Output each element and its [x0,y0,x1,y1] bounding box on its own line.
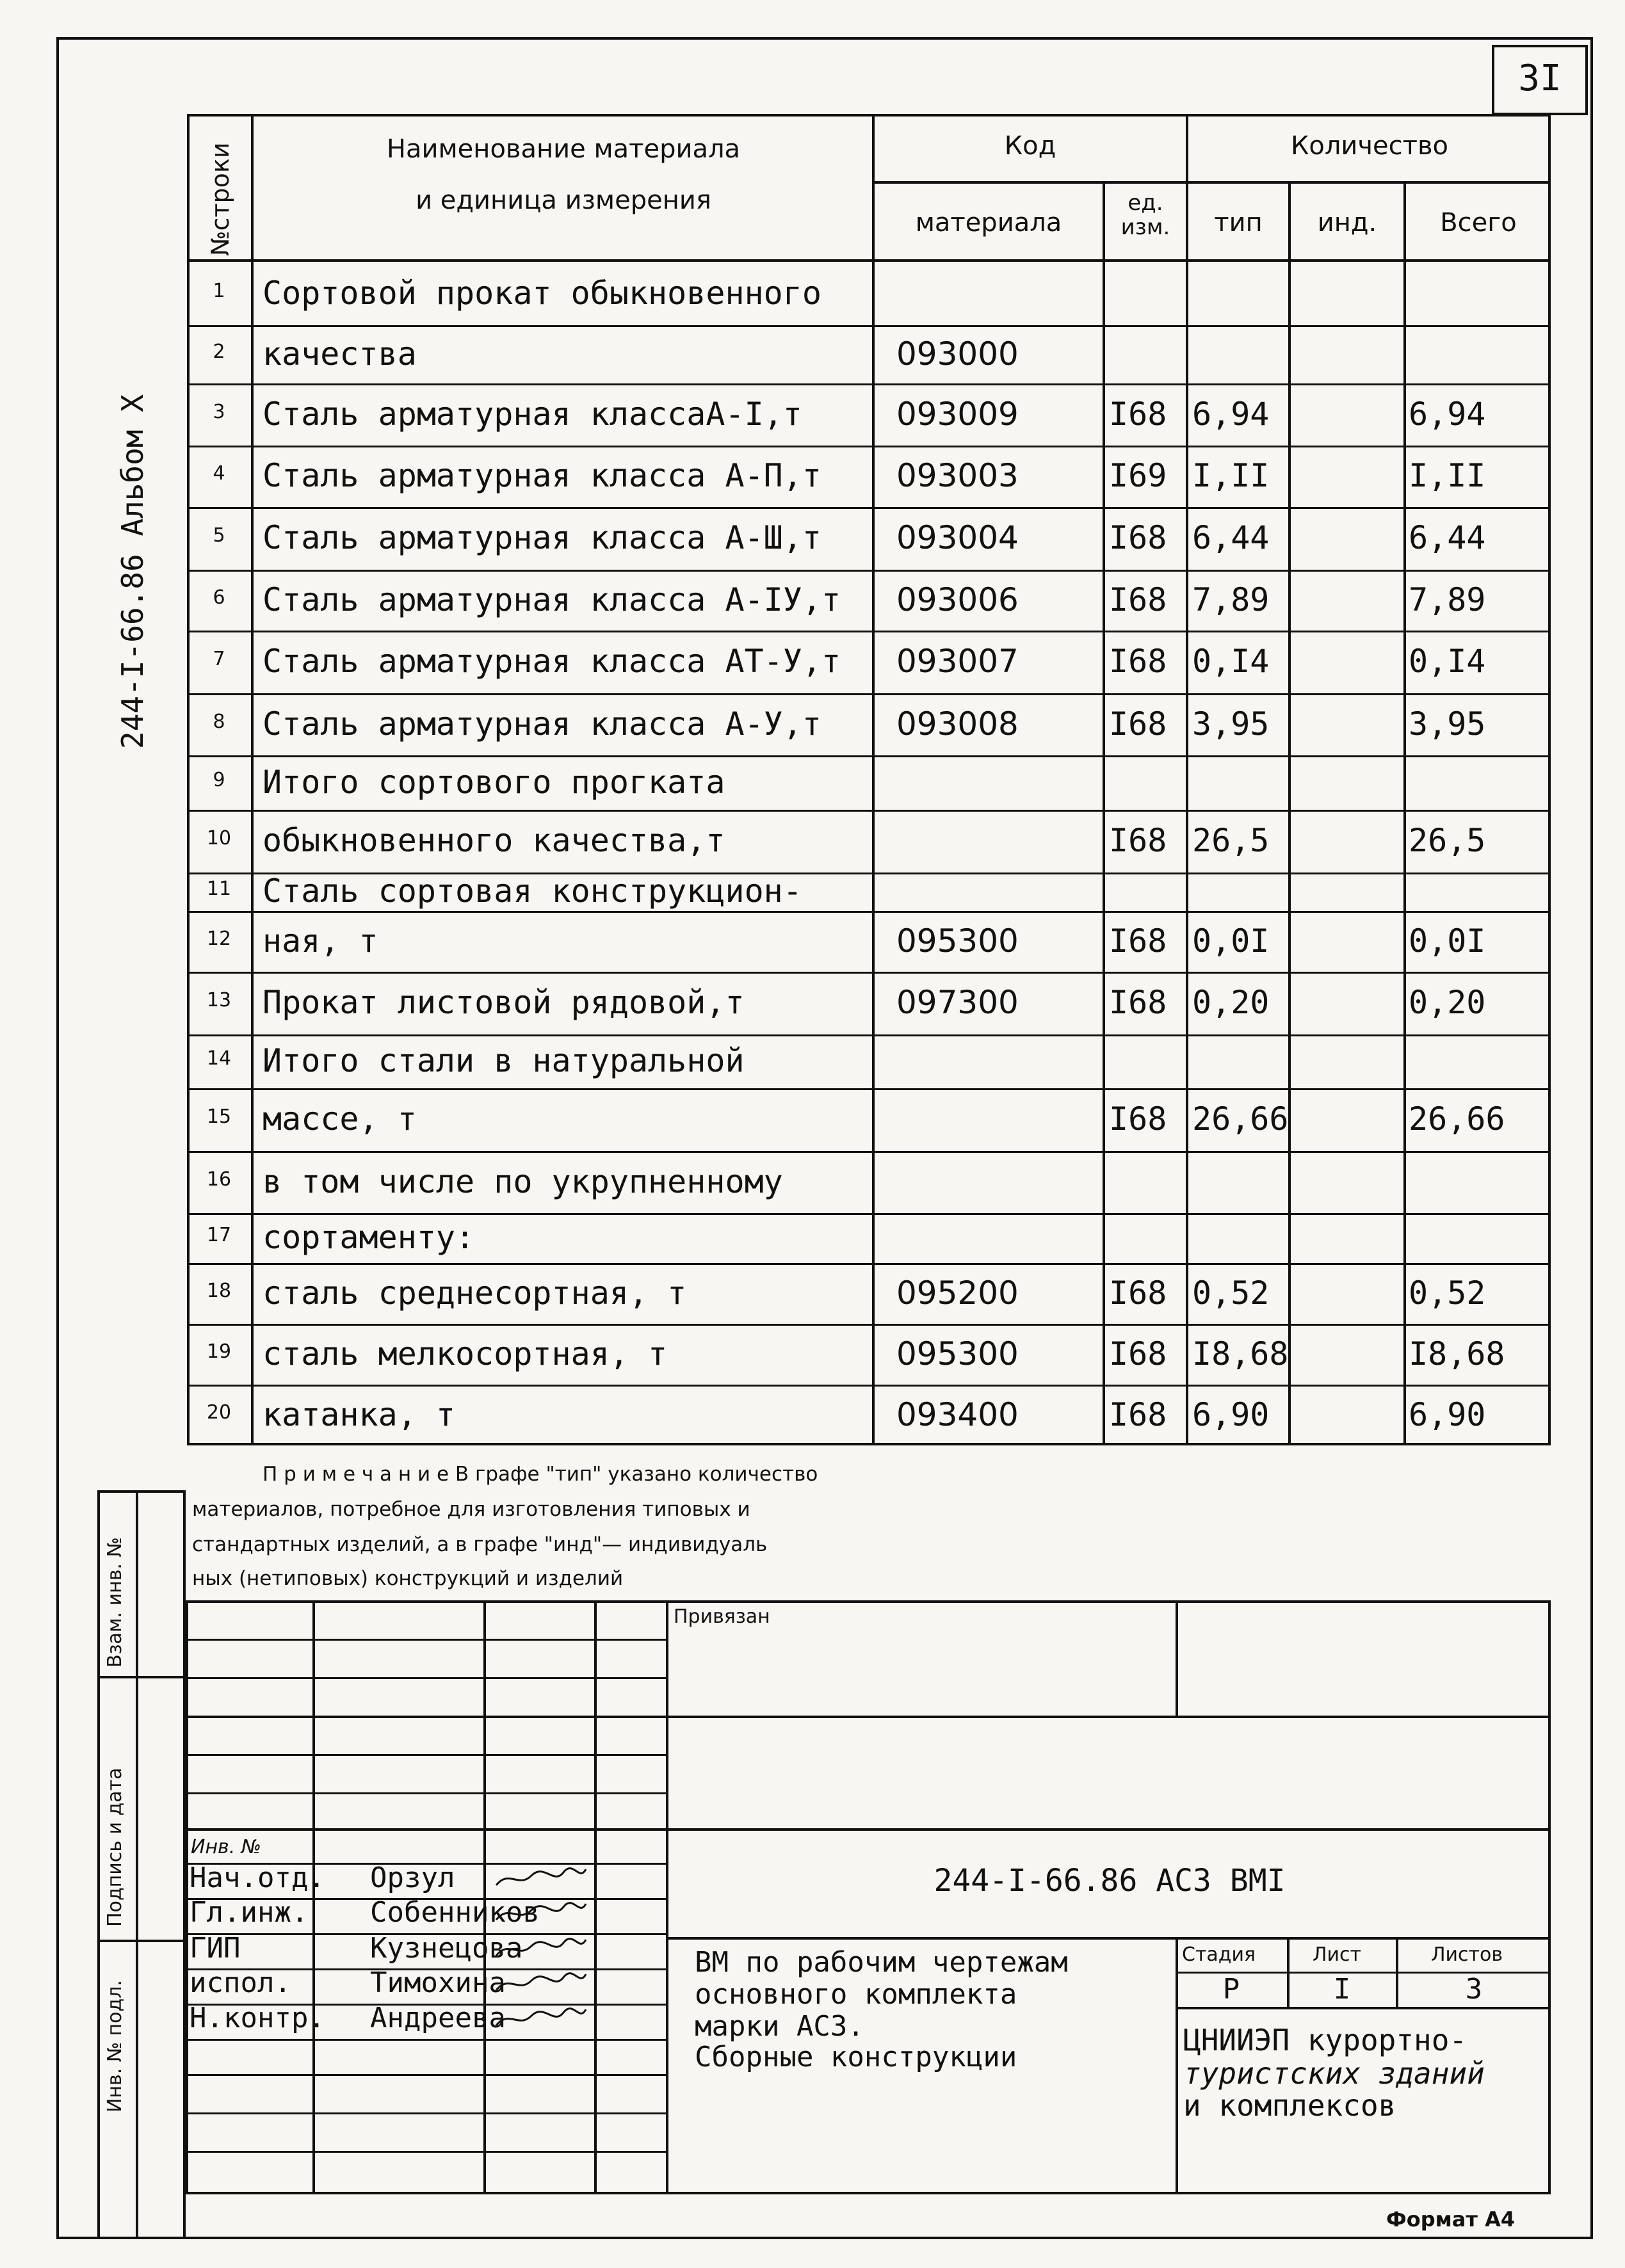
row-unit-code: I68 [1109,922,1167,960]
row-number: 9 [213,768,225,791]
row-number: 2 [213,340,225,363]
privyazan-label: Привязан [674,1605,770,1628]
row-unit-code: I68 [1109,395,1167,433]
header-row-number: №строки [206,142,234,256]
row-qty-total: 7,89 [1409,581,1486,618]
row-qty-total: 0,I4 [1409,643,1486,680]
row-material-code: 093004 [896,519,1019,556]
page-number: 3I [1518,58,1562,99]
row-number: 5 [213,524,225,547]
row-material-name: Прокат листовой рядовой,т [263,984,745,1021]
row-qty-type: 6,44 [1192,519,1270,556]
row-divider [187,1263,1551,1265]
row-qty-total: 26,66 [1409,1100,1505,1138]
sheet-value: I [1333,1973,1351,2006]
album-label: 244-I-66.86 Альбом X [115,394,150,749]
row-unit-code: I68 [1109,1335,1167,1372]
row-number: 8 [213,710,225,733]
signature-role: ГИП [190,1932,241,1965]
row-number: 15 [206,1106,232,1128]
row-unit-code: I69 [1109,457,1167,494]
row-divider [187,693,1551,695]
header-qty-ind: инд. [1317,208,1377,237]
row-qty-type: 0,20 [1192,984,1270,1021]
row-divider [187,755,1551,757]
row-qty-total: 6,44 [1409,519,1486,556]
row-number: 20 [206,1401,232,1424]
row-material-name: Сталь арматурная класса А-У,т [263,705,821,743]
row-material-name: обыкновенного качества,т [263,822,725,859]
row-number: 11 [206,878,232,900]
signature-name: Андреева [370,2002,506,2034]
signature-name: Собенников [370,1896,540,1929]
signature-name: Орзул [370,1862,455,1894]
row-material-code: 093007 [896,643,1019,680]
header-qty-type: тип [1214,208,1263,237]
row-divider [187,1213,1551,1215]
row-qty-total: 0,0I [1409,922,1486,960]
row-divider [187,507,1551,509]
doc-title-line3: марки АС3. [695,2010,864,2043]
stage-label: Стадия [1182,1943,1256,1966]
row-qty-type: 6,94 [1192,395,1270,433]
handwritten-signature [493,2003,589,2035]
row-unit-code: I68 [1109,705,1167,743]
row-material-code: 093000 [896,335,1019,373]
handwritten-signature [493,1968,589,2000]
row-material-code: 095200 [896,1274,1019,1312]
row-material-name: Сталь арматурная класса А-П,т [263,457,821,494]
row-unit-code: I68 [1109,519,1167,556]
row-material-code: 093003 [896,457,1019,494]
header-qty-total: Всего [1440,208,1517,237]
handwritten-signature [493,1897,589,1929]
note-line2: материалов, потребное для изготовления типовых и [192,1498,750,1521]
sheets-label: Листов [1431,1943,1503,1966]
header-name-line1: Наименование материала [386,134,741,164]
row-material-name: Сталь арматурная классаА-I,т [263,395,802,433]
row-material-code: 095300 [896,922,1019,960]
row-divider [187,325,1551,327]
row-material-name: Сталь арматурная класса А-Ш,т [263,519,821,556]
row-material-name: Сталь арматурная класса АТ-У,т [263,643,841,680]
row-number: 17 [206,1224,232,1246]
row-divider [187,911,1551,913]
row-material-name: Сталь сортовая конструкцион- [263,873,802,910]
org-line3: и комплексов [1183,2088,1396,2123]
sheet-label: Лист [1313,1943,1362,1966]
row-material-name: сталь мелкосортная, т [263,1335,668,1372]
row-unit-code: I68 [1109,1274,1167,1312]
signature-role: Нач.отд. [190,1862,325,1894]
header-code-unit: ед. изм. [1120,190,1170,240]
row-unit-code: I68 [1109,984,1167,1021]
row-number: 6 [213,586,225,609]
header-code-material: материала [915,208,1062,237]
row-qty-total: 0,20 [1409,984,1486,1021]
row-qty-total: 26,5 [1409,822,1486,859]
row-qty-type: 0,I4 [1192,643,1270,680]
row-divider [187,972,1551,974]
row-number: 1 [213,279,225,302]
row-material-name: катанка, т [263,1395,456,1433]
note-line3: стандартных изделий, а в графе "инд"— индивидуаль [192,1533,768,1556]
row-number: 10 [206,827,232,849]
row-qty-type: 7,89 [1192,581,1270,618]
row-number: 3 [213,400,225,423]
row-divider [187,383,1551,385]
inv-podl-label: Инв. № подл. [104,1980,126,2112]
org-line2: туристских зданий [1183,2056,1485,2091]
row-qty-type: I,II [1192,457,1270,494]
row-qty-type: 3,95 [1192,705,1270,743]
row-qty-total: I8,68 [1409,1335,1505,1372]
format-label: Формат А4 [1386,2207,1516,2232]
stage-value: Р [1222,1973,1240,2006]
row-material-code: 093008 [896,705,1019,743]
header-code: Код [1004,131,1056,161]
header-quantity: Количество [1290,131,1448,161]
row-divider [187,570,1551,572]
row-unit-code: I68 [1109,581,1167,618]
signature-name: Кузнецова [370,1932,523,1965]
sheets-value: 3 [1465,1973,1483,2006]
row-qty-type: I8,68 [1192,1335,1289,1372]
row-divider [187,631,1551,632]
row-material-code: 093009 [896,395,1019,433]
podpis-data-label: Подпись и дата [104,1767,126,1927]
row-material-name: Итого сортового прогката [263,763,725,801]
row-number: 19 [206,1340,232,1363]
row-unit-code: I68 [1109,1100,1167,1138]
doc-title-line1: ВМ по рабочим чертежам [695,1946,1068,1979]
row-divider [187,446,1551,447]
row-material-name: массе, т [263,1100,417,1138]
row-number: 12 [206,927,232,950]
signature-role: Гл.инж. [190,1896,309,1929]
row-qty-total: 6,90 [1409,1395,1486,1433]
row-unit-code: I68 [1109,1395,1167,1433]
row-qty-total: 6,94 [1409,395,1486,433]
row-number: 4 [213,462,225,485]
row-material-name: в том числе по укрупненному [263,1162,783,1200]
row-material-name: Итого стали в натуральной [263,1042,745,1079]
row-qty-type: 0,52 [1192,1274,1270,1312]
signature-name: Тимохина [370,1966,506,1999]
row-qty-type: 6,90 [1192,1395,1270,1433]
row-material-name: Сортовой прокат обыкновенного [263,274,821,312]
row-divider [187,1324,1551,1326]
doc-title-line4: Сборные конструкции [695,2041,1017,2073]
handwritten-signature [493,1933,589,1965]
row-material-code: 093400 [896,1395,1019,1433]
row-qty-type: 0,0I [1192,922,1270,960]
row-material-name: Сталь арматурная класса А-IУ,т [263,581,841,618]
row-number: 14 [206,1047,232,1070]
designation: 244-I-66.86 АС3 ВМI [934,1863,1286,1899]
row-divider [187,1385,1551,1387]
vzam-inv-label: Взам. инв. № [104,1537,126,1668]
row-divider [187,1151,1551,1153]
signature-role: Н.контр. [190,2002,325,2034]
row-material-name: сталь среднесортная, т [263,1274,687,1312]
row-material-code: 097300 [896,984,1019,1021]
note-line4: ных (нетиповых) конструкций и изделий [192,1567,624,1590]
row-number: 16 [206,1168,232,1191]
row-material-name: сортаменту: [263,1219,475,1256]
header-name-line2: и единица измерения [416,186,711,215]
row-number: 7 [213,648,225,670]
doc-title-line2: основного комплекта [695,1978,1017,2011]
row-qty-total: 3,95 [1409,705,1486,743]
inv-no-label: Инв. № [191,1836,262,1858]
row-number: 18 [206,1279,232,1302]
org-line1: ЦНИИЭП курортно- [1183,2023,1467,2057]
row-qty-type: 26,66 [1192,1100,1289,1138]
row-qty-total: I,II [1409,457,1486,494]
row-qty-total: 0,52 [1409,1274,1486,1312]
signature-role: испол. [190,1966,291,1999]
row-material-name: качества [263,335,417,373]
row-material-code: 093006 [896,581,1019,618]
row-unit-code: I68 [1109,822,1167,859]
row-divider [187,810,1551,812]
row-unit-code: I68 [1109,643,1167,680]
note-line1: П р и м е ч а н и е В графе "тип" указано количество [263,1463,818,1486]
row-divider [187,1088,1551,1090]
row-number: 13 [206,989,232,1011]
row-divider [187,1034,1551,1036]
row-qty-type: 26,5 [1192,822,1270,859]
row-material-name: ная, т [263,922,378,960]
row-material-code: 095300 [896,1335,1019,1372]
handwritten-signature [493,1863,589,1895]
